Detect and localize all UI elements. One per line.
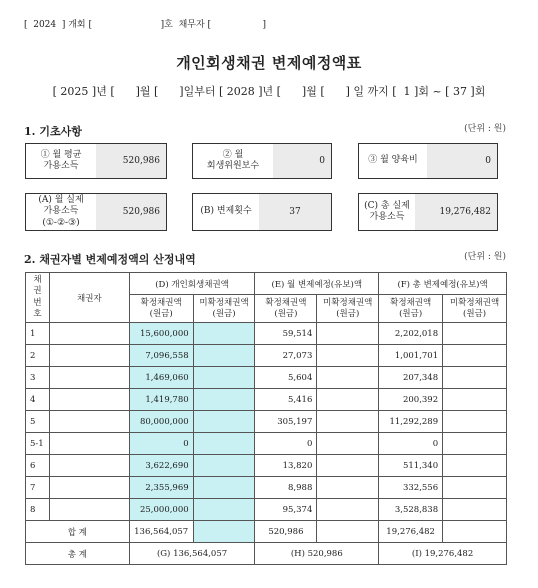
row-number: 5-1 bbox=[26, 433, 50, 455]
row-creditor bbox=[49, 323, 129, 345]
row-d-unconfirmed bbox=[193, 455, 255, 477]
sum-label: 합 계 bbox=[26, 521, 130, 543]
repayment-table bbox=[25, 272, 507, 565]
table-row bbox=[26, 345, 507, 367]
row-d-unconfirmed bbox=[193, 345, 255, 367]
f-unconfirmed-header: 미확정채권액 (원금) bbox=[443, 295, 507, 323]
table-row bbox=[26, 433, 507, 455]
box-value: 0 bbox=[427, 144, 497, 178]
row-e-unconfirmed bbox=[317, 433, 379, 455]
row-e-unconfirmed bbox=[317, 367, 379, 389]
row-e-unconfirmed bbox=[317, 389, 379, 411]
box-value: 37 bbox=[259, 194, 331, 230]
row-e-unconfirmed bbox=[317, 345, 379, 367]
group-f-header: (F) 총 변제예정(유보)액 bbox=[379, 273, 507, 295]
e-confirmed-header: 확정채권액 (원금) bbox=[255, 295, 317, 323]
row-f-confirmed: 2,202,018 bbox=[379, 323, 443, 345]
row-e-confirmed: 5,416 bbox=[255, 389, 317, 411]
row-d-confirmed: 2,355,969 bbox=[129, 477, 193, 499]
table-body bbox=[26, 323, 507, 521]
section1-heading: 1. 기초사항 bbox=[24, 125, 82, 138]
f-confirmed-header: 확정채권액 (원금) bbox=[379, 295, 443, 323]
row-creditor bbox=[49, 499, 129, 521]
row-e-unconfirmed bbox=[317, 411, 379, 433]
box-label: (C) 총 실제 가용소득 bbox=[359, 194, 415, 230]
row-d-unconfirmed bbox=[193, 411, 255, 433]
row-number: 1 bbox=[26, 323, 50, 345]
box-value: 520,986 bbox=[96, 144, 166, 178]
total-label: 총 계 bbox=[26, 543, 130, 565]
row-number: 3 bbox=[26, 367, 50, 389]
repayment-period: [ 2025 ]년 [ ]월 [ ]일부터 [ 2028 ]년 [ ]월 [ ] 일 까지 [ 1 ]회 ~ [ 37 ]회 bbox=[52, 85, 486, 98]
row-e-confirmed: 0 bbox=[255, 433, 317, 455]
case-header-line: [ 2024 ] 개회 [ ]호 채무자 [ ] bbox=[24, 20, 267, 30]
sum-f: 19,276,482 bbox=[379, 521, 443, 543]
row-creditor bbox=[49, 455, 129, 477]
row-f-confirmed: 3,528,838 bbox=[379, 499, 443, 521]
row-f-confirmed: 511,340 bbox=[379, 455, 443, 477]
row-f-confirmed: 1,001,701 bbox=[379, 345, 443, 367]
box-label: ① 월 평균 가용소득 bbox=[26, 144, 96, 178]
table-row bbox=[26, 455, 507, 477]
col-no-header: 채권 번호 bbox=[26, 273, 50, 323]
row-e-confirmed: 305,197 bbox=[255, 411, 317, 433]
row-f-confirmed: 0 bbox=[379, 433, 443, 455]
row-f-confirmed: 207,348 bbox=[379, 367, 443, 389]
sum-d: 136,564,057 bbox=[129, 521, 193, 543]
sum-e: 520,986 bbox=[255, 521, 317, 543]
table-row bbox=[26, 367, 507, 389]
row-e-unconfirmed bbox=[317, 323, 379, 345]
basic-box-actual-income bbox=[25, 193, 167, 231]
row-f-unconfirmed bbox=[443, 455, 507, 477]
row-f-confirmed: 332,556 bbox=[379, 477, 443, 499]
section2-unit: (단위 : 원) bbox=[464, 252, 506, 262]
table-row bbox=[26, 499, 507, 521]
row-e-confirmed: 5,604 bbox=[255, 367, 317, 389]
row-creditor bbox=[49, 345, 129, 367]
box-label: ③ 월 양육비 bbox=[359, 144, 427, 178]
row-f-unconfirmed bbox=[443, 433, 507, 455]
row-e-confirmed: 27,073 bbox=[255, 345, 317, 367]
row-f-unconfirmed bbox=[443, 367, 507, 389]
col-creditor-header: 채권자 bbox=[49, 273, 129, 323]
section2-heading: 2. 채권자별 변제예정액의 산정내역 bbox=[24, 253, 196, 266]
table-row bbox=[26, 477, 507, 499]
row-number: 7 bbox=[26, 477, 50, 499]
row-creditor bbox=[49, 477, 129, 499]
row-d-unconfirmed bbox=[193, 499, 255, 521]
row-e-confirmed: 95,374 bbox=[255, 499, 317, 521]
row-e-confirmed: 59,514 bbox=[255, 323, 317, 345]
page-title: 개인회생채권 변제예정액표 bbox=[176, 54, 362, 72]
group-d-header: (D) 개인회생채권액 bbox=[129, 273, 255, 295]
row-creditor bbox=[49, 411, 129, 433]
row-creditor bbox=[49, 367, 129, 389]
row-d-confirmed: 25,000,000 bbox=[129, 499, 193, 521]
row-number: 6 bbox=[26, 455, 50, 477]
box-label: ② 월 회생위원보수 bbox=[193, 144, 273, 178]
row-d-confirmed: 1,469,060 bbox=[129, 367, 193, 389]
row-f-unconfirmed bbox=[443, 411, 507, 433]
row-e-confirmed: 13,820 bbox=[255, 455, 317, 477]
row-d-confirmed: 3,622,690 bbox=[129, 455, 193, 477]
basic-box-trustee-fee bbox=[192, 143, 332, 179]
row-d-confirmed: 0 bbox=[129, 433, 193, 455]
row-e-confirmed: 8,988 bbox=[255, 477, 317, 499]
box-value: 19,276,482 bbox=[415, 194, 497, 230]
row-d-unconfirmed bbox=[193, 389, 255, 411]
table-row bbox=[26, 411, 507, 433]
e-unconfirmed-header: 미확정채권액 (원금) bbox=[317, 295, 379, 323]
row-d-confirmed: 80,000,000 bbox=[129, 411, 193, 433]
row-number: 5 bbox=[26, 411, 50, 433]
box-label: (A) 월 실제 가용소득 (①-②-③) bbox=[26, 194, 96, 230]
row-creditor bbox=[49, 389, 129, 411]
row-number: 8 bbox=[26, 499, 50, 521]
d-confirmed-header: 확정채권액 (원금) bbox=[129, 295, 193, 323]
row-d-confirmed: 1,419,780 bbox=[129, 389, 193, 411]
table-row bbox=[26, 323, 507, 345]
row-f-unconfirmed bbox=[443, 477, 507, 499]
row-f-unconfirmed bbox=[443, 389, 507, 411]
total-h: (H) 520,986 bbox=[255, 543, 379, 565]
row-f-unconfirmed bbox=[443, 499, 507, 521]
d-unconfirmed-header: 미확정채권액 (원금) bbox=[193, 295, 255, 323]
row-d-confirmed: 7,096,558 bbox=[129, 345, 193, 367]
row-number: 2 bbox=[26, 345, 50, 367]
row-d-unconfirmed bbox=[193, 433, 255, 455]
total-g: (G) 136,564,057 bbox=[129, 543, 255, 565]
box-value: 0 bbox=[273, 144, 331, 178]
total-i: (I) 19,276,482 bbox=[379, 543, 507, 565]
sum-d-unconfirmed bbox=[193, 521, 255, 543]
row-d-unconfirmed bbox=[193, 367, 255, 389]
row-f-confirmed: 11,292,289 bbox=[379, 411, 443, 433]
row-f-confirmed: 200,392 bbox=[379, 389, 443, 411]
row-creditor bbox=[49, 433, 129, 455]
box-label: (B) 변제횟수 bbox=[193, 194, 259, 230]
sum-e-unconfirmed bbox=[317, 521, 379, 543]
basic-box-total-income bbox=[358, 193, 498, 231]
row-d-confirmed: 15,600,000 bbox=[129, 323, 193, 345]
row-e-unconfirmed bbox=[317, 477, 379, 499]
row-d-unconfirmed bbox=[193, 323, 255, 345]
row-number: 4 bbox=[26, 389, 50, 411]
row-e-unconfirmed bbox=[317, 499, 379, 521]
section1-unit: (단위 : 원) bbox=[464, 124, 506, 134]
basic-box-avg-income bbox=[25, 143, 167, 179]
sum-f-unconfirmed bbox=[443, 521, 507, 543]
row-d-unconfirmed bbox=[193, 477, 255, 499]
basic-box-child-support bbox=[358, 143, 498, 179]
box-value: 520,986 bbox=[96, 194, 166, 230]
row-f-unconfirmed bbox=[443, 323, 507, 345]
row-e-unconfirmed bbox=[317, 455, 379, 477]
group-e-header: (E) 월 변제예정(유보)액 bbox=[255, 273, 379, 295]
row-f-unconfirmed bbox=[443, 345, 507, 367]
basic-box-repay-count bbox=[192, 193, 332, 231]
table-row bbox=[26, 389, 507, 411]
